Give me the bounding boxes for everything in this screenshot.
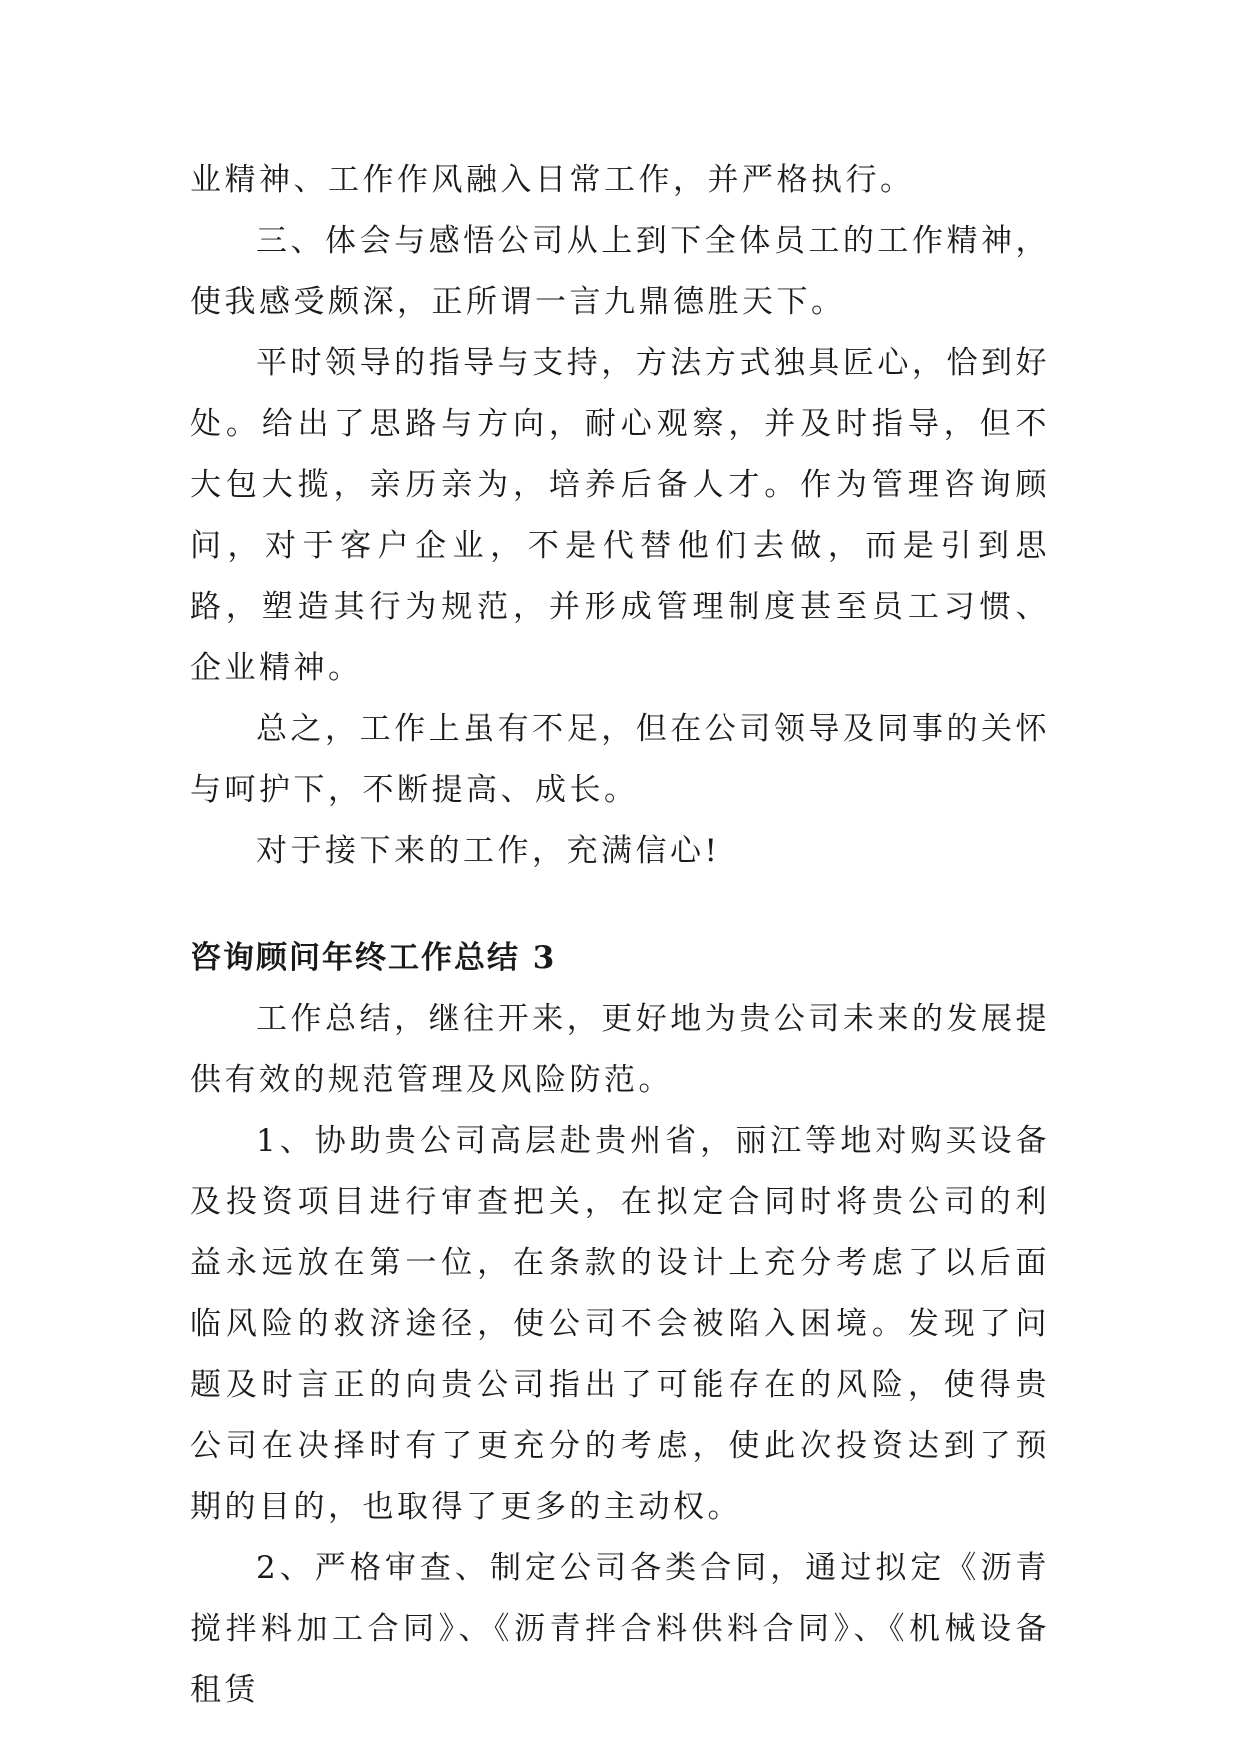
paragraph-intro: 工作总结，继往开来，更好地为贵公司未来的发展提供有效的规范管理及风险防范。 (190, 1001, 1050, 1098)
paragraph-confidence: 对于接下来的工作，充满信心! (256, 833, 721, 869)
paragraph-item-2: 2、严格审查、制定公司各类合同，通过拟定《沥青搅拌料加工合同》、《沥青拌合料供料合同》、《机械设备租赁 (190, 1550, 1050, 1708)
paragraph-item-1: 1、协助贵公司高层赴贵州省，丽江等地对购买设备及投资项目进行审查把关，在拟定合同时将贵公司的利益永远放在第一位，在条款的设计上充分考虑了以后面临风险的救济途径，使公司不会被陷入困境。发现了问题及时言正的向贵公司指出了可能存在的风险，使得贵公司在决择时有了更充分的考虑，使此次投资达到了预期的目的，也取得了更多的主动权。 (190, 1123, 1050, 1525)
paragraph-section-three: 三、体会与感悟公司从上到下全体员工的工作精神，使我感受颇深，正所谓一言九鼎德胜天下。 (190, 223, 1050, 320)
paragraph-summary: 总之，工作上虽有不足，但在公司领导及同事的关怀与呵护下，不断提高、成长。 (190, 711, 1050, 808)
document-body (190, 150, 1050, 1721)
section-title: 咨询顾问年终工作总结 3 (190, 940, 557, 976)
paragraph-continuation: 业精神、工作作风融入日常工作，并严格执行。 (190, 162, 915, 198)
paragraph-leadership: 平时领导的指导与支持，方法方式独具匠心，恰到好处。给出了思路与方向，耐心观察，并及时指导，但不大包大揽，亲历亲为，培养后备人才。作为管理咨询顾问，对于客户企业，不是代替他们去做，而是引到思路，塑造其行为规范，并形成管理制度甚至员工习惯、企业精神。 (190, 345, 1050, 686)
